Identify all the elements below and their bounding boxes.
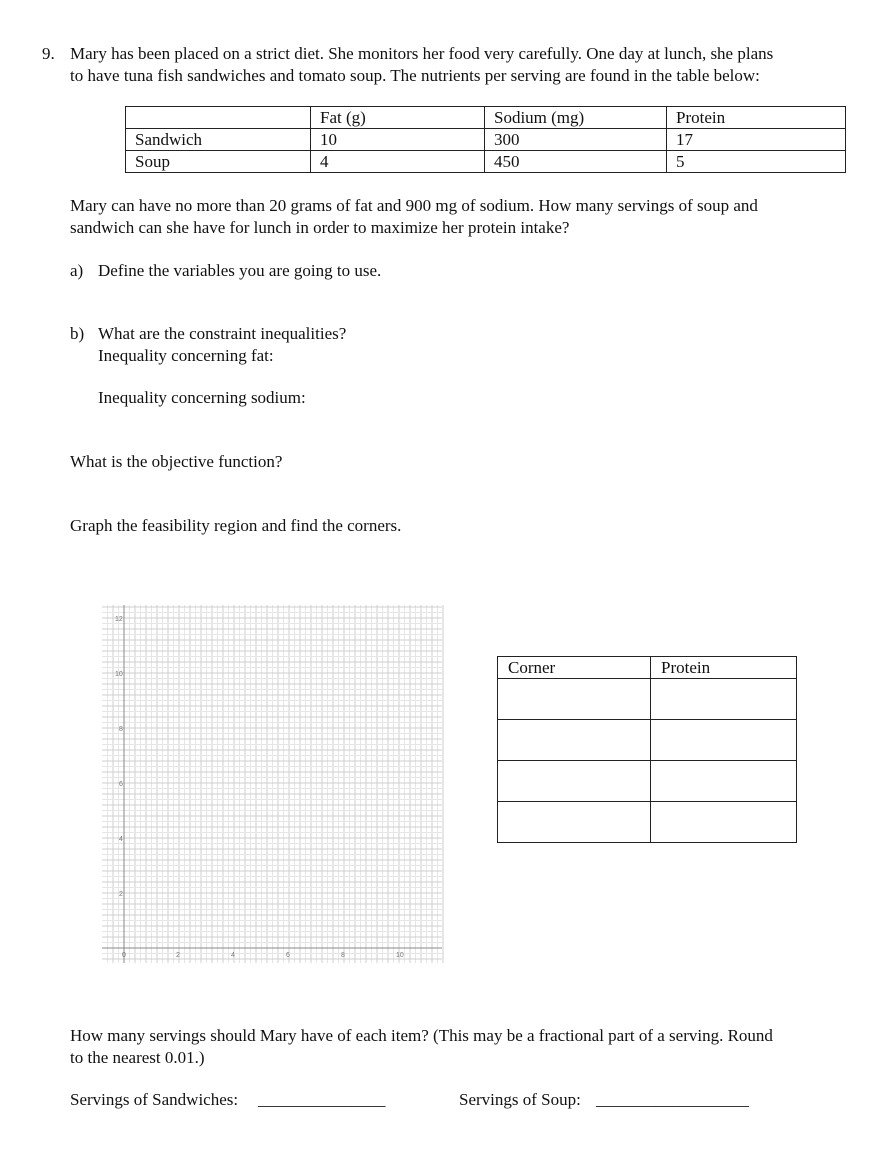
corner-cell[interactable] [498,761,651,802]
row-label-soup: Soup [126,151,311,173]
sandwich-servings-blank[interactable]: _______________ [258,1090,386,1109]
part-a-text: Define the variables you are going to use. [98,261,382,280]
header-cell-protein: Protein [667,107,846,129]
x-tick-label: 6 [286,952,290,959]
nutrient-table [125,106,846,173]
soup-servings-blank[interactable]: __________________ [596,1090,749,1109]
protein-cell[interactable] [651,679,797,720]
intro-line-2: to have tuna fish sandwiches and tomato soup. The nutrients per serving are found in the table below: [70,66,760,85]
part-a-label: a) [70,261,84,280]
header-cell-sodium: Sodium (mg) [485,107,667,129]
prompt-line-2: sandwich can she have for lunch in order to maximize her protein intake? [70,218,570,237]
table-row [498,802,797,843]
header-cell-fat: Fat (g) [311,107,485,129]
fat-inequality-label: Inequality concerning fat: [98,346,274,365]
table-header-row [126,107,846,129]
graph-instruction: Graph the feasibility region and find the corners. [70,516,402,535]
feasibility-graph[interactable] [100,603,446,967]
part-b-label: b) [70,324,85,343]
final-question-line-1: How many servings should Mary have of each item? (This may be a fractional part of a serving. Round [70,1026,773,1045]
protein-cell[interactable] [651,802,797,843]
table-row [498,761,797,802]
table-cell: 17 [667,129,846,151]
intro-line-1: Mary has been placed on a strict diet. She monitors her food very carefully. One day at lunch, she plans [70,44,774,63]
protein-cell[interactable] [651,761,797,802]
table-cell: 450 [485,151,667,173]
corner-cell[interactable] [498,720,651,761]
header-cell [126,107,311,129]
corner-header: Corner [498,657,651,679]
row-label-sandwich: Sandwich [126,129,311,151]
x-tick-label: 0 [122,952,126,959]
x-tick-label: 4 [231,952,235,959]
soup-servings-label: Servings of Soup: [459,1090,581,1109]
table-row [126,129,846,151]
question-number: 9. [42,44,55,63]
table-cell: 5 [667,151,846,173]
part-b-text: What are the constraint inequalities? [98,324,347,343]
protein-header: Protein [651,657,797,679]
corner-header-row [498,657,797,679]
y-tick-label: 6 [119,781,123,788]
y-tick-label: 2 [119,891,123,898]
final-question-line-2: to the nearest 0.01.) [70,1048,205,1067]
table-cell: 4 [311,151,485,173]
corner-cell[interactable] [498,802,651,843]
table-row [126,151,846,173]
table-row [498,720,797,761]
protein-cell[interactable] [651,720,797,761]
y-tick-label: 4 [119,836,123,843]
sodium-inequality-label: Inequality concerning sodium: [98,388,306,407]
table-cell: 10 [311,129,485,151]
corner-cell[interactable] [498,679,651,720]
prompt-line-1: Mary can have no more than 20 grams of fat and 900 mg of sodium. How many servings of soup and [70,196,758,215]
y-tick-label: 8 [119,726,123,733]
y-tick-label: 10 [115,671,123,678]
table-row [498,679,797,720]
x-tick-label: 8 [341,952,345,959]
table-cell: 300 [485,129,667,151]
y-tick-label: 12 [115,616,123,623]
corner-table [497,656,797,843]
x-tick-label: 10 [396,952,404,959]
objective-question: What is the objective function? [70,452,283,471]
sandwich-servings-label: Servings of Sandwiches: [70,1090,239,1109]
x-tick-label: 2 [176,952,180,959]
